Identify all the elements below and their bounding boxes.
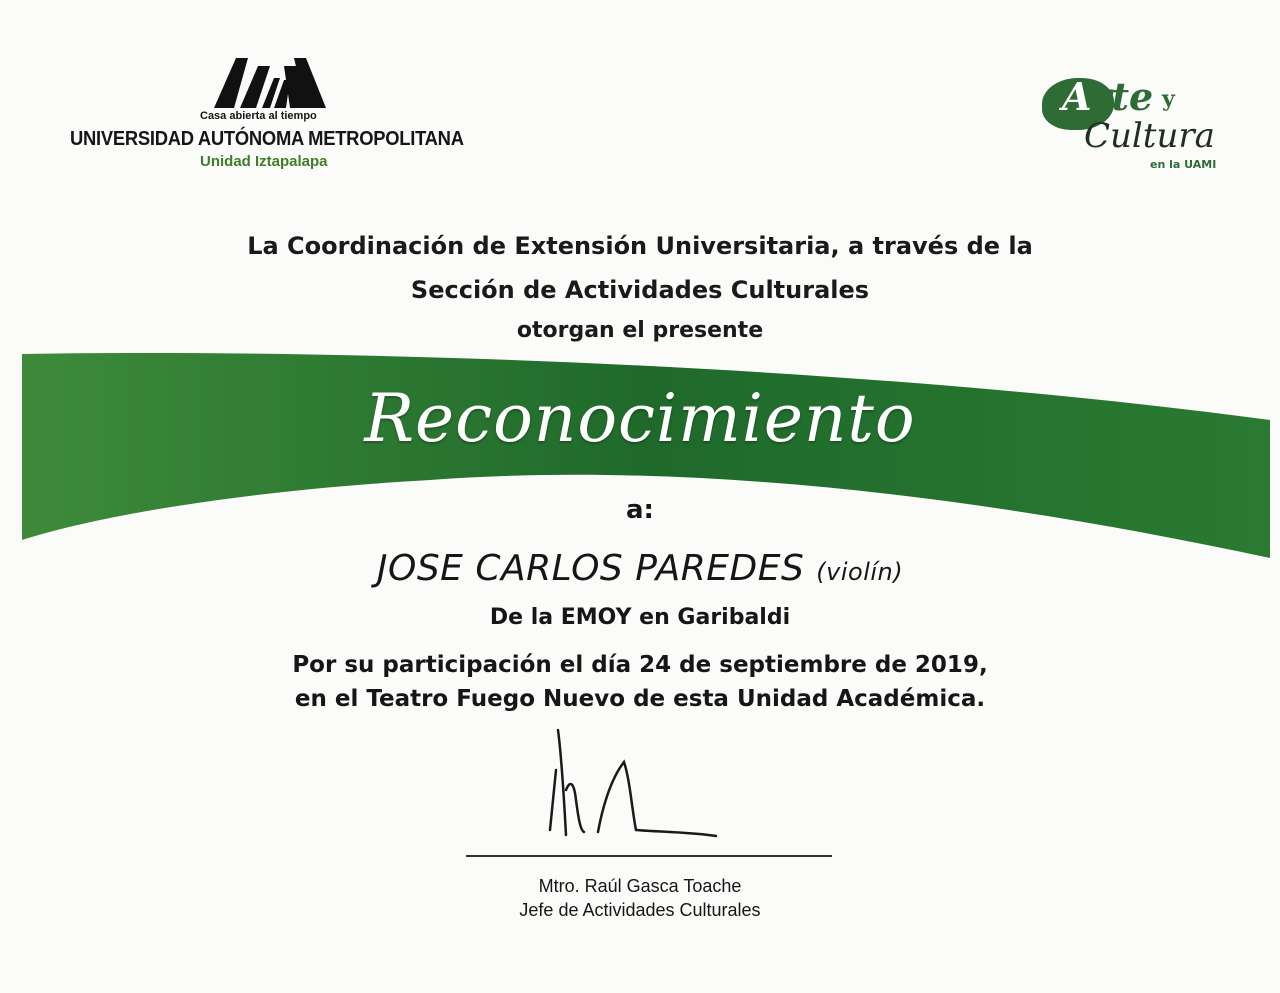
signature-line <box>466 855 832 857</box>
signer-name: Mtro. Raúl Gasca Toache <box>538 876 742 896</box>
certificate-title: Reconocimiento <box>364 380 916 457</box>
university-unit: Unidad Iztapalapa <box>200 153 328 170</box>
recipient-origin: De la EMOY en Garibaldi <box>489 605 791 630</box>
arte-logo-uami: en la UAMI <box>1150 158 1217 171</box>
recipient-name: JOSE CARLOS PAREDES <box>376 548 805 589</box>
reason-line-1: Por su participación el día 24 de septiembre de 2019, <box>292 652 988 678</box>
recipient-line <box>0 548 1280 589</box>
to-label: a: <box>626 495 654 525</box>
arte-logo-y: y <box>1162 86 1175 112</box>
intro-line-3: otorgan el presente <box>516 318 764 343</box>
uam-tagline: Casa abierta al tiempo <box>200 110 317 122</box>
recipient-instrument: (violín) <box>816 558 904 586</box>
intro-line-1: La Coordinación de Extensión Universitaria, a través de la <box>247 232 1033 260</box>
signer-role: Jefe de Actividades Culturales <box>519 900 761 920</box>
university-name: UNIVERSIDAD AUTÓNOMA METROPOLITANA <box>70 128 464 150</box>
intro-line-2: Sección de Actividades Culturales <box>410 276 870 304</box>
reason-line-2: en el Teatro Fuego Nuevo de esta Unidad Académica. <box>294 686 986 712</box>
arte-logo-word: Arte <box>1062 74 1154 119</box>
arte-logo-cultura: Cultura <box>1084 116 1215 156</box>
uam-logo-icon <box>214 58 326 110</box>
signature-mark <box>540 720 730 845</box>
